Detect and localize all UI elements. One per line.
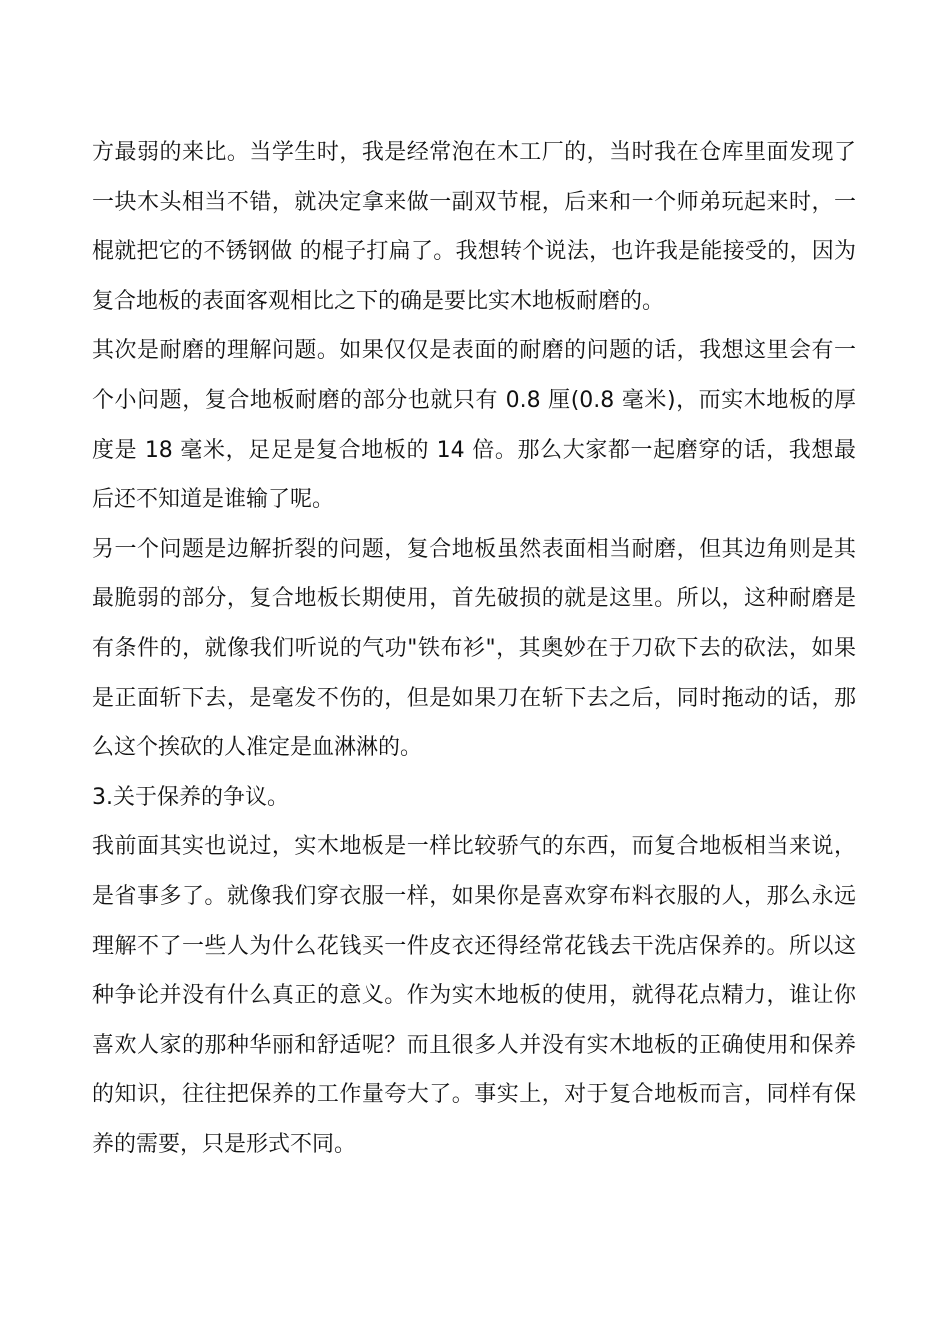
paragraph-edge-cracking: 另一个问题是边解折裂的问题，复合地板虽然表面相当耐磨，但其边角则是其最脆弱的部分，复合地板长期使用，首先破损的就是这里。所以，这种耐磨是有条件的，就像我们听说的气功"铁布衫"，其奥妙在于刀砍下去的砍法，如果是正面斩下去，是毫发不伤的，但是如果刀在斩下去之后，同时拖动的话，那么这个挨砍的人准定是血淋淋的。	[92, 536, 856, 761]
document-body	[92, 128, 856, 1169]
section-heading-maintenance: 3.关于保养的争议。	[92, 784, 289, 810]
paragraph-durability-comparison: 方最弱的来比。当学生时，我是经常泡在木工厂的，当时我在仓库里面发现了一块木头相当不错，就决定拿来做一副双节棍，后来和一个师弟玩起来时，一棍就把它的不锈钢做 的棍子打扁了。我想转个说法，也许我是能接受的，因为复合地板的表面客观相比之下的确是要比实木地板耐磨的。	[92, 140, 856, 314]
paragraph-maintenance-debate: 我前面其实也说过，实木地板是一样比较骄气的东西，而复合地板相当来说，是省事多了。就像我们穿衣服一样，如果你是喜欢穿布料衣服的人，那么永远理解不了一些人为什么花钱买一件皮衣还得经常花钱去干洗店保养的。所以这种争论并没有什么真正的意义。作为实木地板的使用，就得花点精力，谁让你喜欢人家的那种华丽和舒适呢？而且很多人并没有实木地板的正确使用和保养的知识，往往把保养的工作量夸大了。事实上，对于复合地板而言，同样有保养的需要，只是形式不同。	[92, 834, 856, 1157]
paragraph-wear-understanding: 其次是耐磨的理解问题。如果仅仅是表面的耐磨的问题的话，我想这里会有一个小问题，复合地板耐磨的部分也就只有 0.8 厘(0.8 毫米)，而实木地板的厚度是 18 毫米，足足是复合地板的 14 倍。那么大家都一起磨穿的话，我想最后还不知道是谁输了呢。	[92, 338, 856, 513]
